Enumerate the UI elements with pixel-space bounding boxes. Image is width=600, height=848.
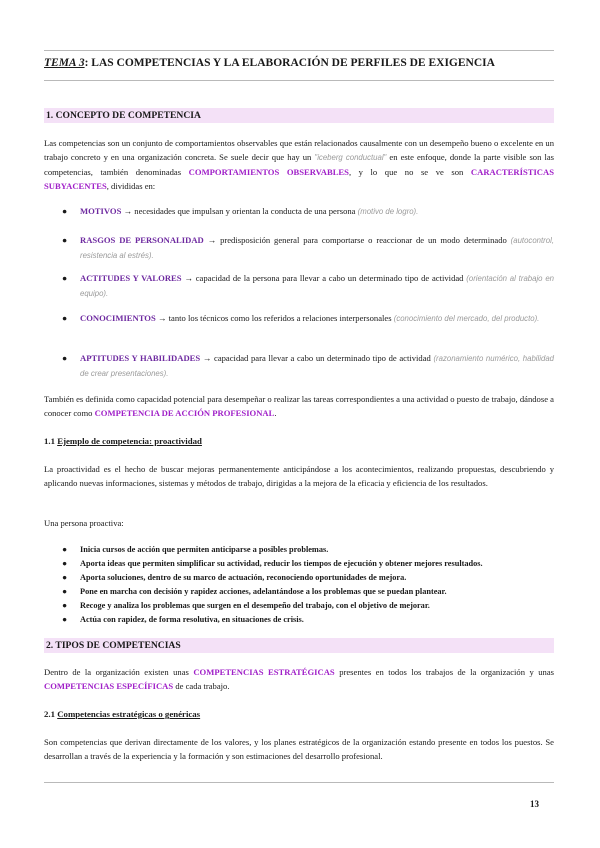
tipos-text-1: Dentro de la organización existen unas [44, 667, 194, 677]
bullet-desc: → capacidad de la persona para llevar a cabo un determinado tipo de actividad [181, 273, 467, 283]
bullet-desc: → tanto los técnicos como los referidos a relaciones interpersonales [155, 313, 394, 323]
page-title [44, 57, 495, 69]
proactividad-paragraph: La proactividad es el hecho de buscar mejoras permanentemente anticipándose a los acontecimientos, realizando propuestas, descubriendo y aplicando nuevas informaciones, sistemas y métodos de trabajo, dirigidas a la mejora de la eficacia y eficiencia de los resultados. [44, 464, 554, 488]
intro-text-4: , divididas en: [106, 181, 156, 191]
list-text: Recoge y analiza los problemas que surgen en el desempeño del trabajo, con el objetivo de mejorar. [80, 601, 430, 610]
list-dot: ● [62, 545, 68, 554]
bullet-desc: → predisposición general para comportarse o reaccionar de un modo determinado [203, 235, 511, 245]
title-rule [44, 80, 554, 81]
bullet-example: (orientación al trabajo en equipo). [80, 274, 554, 298]
bullet-desc: → necesidades que impulsan y orientan la conducta de una persona [121, 206, 358, 216]
bullet-dot: ● [62, 353, 68, 363]
list-dot: ● [62, 587, 68, 596]
list-text: Aporta soluciones, dentro de su marco de actuación, reconociendo oportunidades de mejora. [80, 573, 407, 582]
bullet-term: ACTITUDES Y VALORES [80, 273, 182, 283]
bullet-term: APTITUDES Y HABILIDADES [80, 353, 201, 363]
list-dot: ● [62, 615, 68, 624]
list-dot: ● [62, 573, 68, 582]
bullet-example: (conocimiento del mercado, del producto). [393, 314, 540, 323]
bullet-desc: → capacidad para llevar a cabo un determinado tipo de actividad [200, 353, 434, 363]
bullet-term: MOTIVOS [80, 206, 122, 216]
subsection-label: Competencias estratégicas o genéricas [57, 709, 201, 719]
persona-proactiva-label: Una persona proactiva: [44, 518, 124, 528]
list-text: Inicia cursos de acción que permiten anticiparse a posibles problemas. [80, 545, 329, 554]
intro-paragraph [44, 136, 554, 193]
subsection-number: 1.1 [44, 436, 58, 446]
bullet-dot: ● [62, 206, 68, 216]
bullet-dot: ● [62, 273, 68, 283]
tipos-text-3: de cada trabajo. [173, 681, 230, 691]
list-text: Aporta ideas que permiten simplificar su actividad, reducir los tiempos de ejecución y obtener mejores resultados. [80, 559, 483, 568]
keyword-especificas: COMPETENCIAS ESPECÍFICAS [44, 681, 174, 691]
intro-text-1: Las competencias son un conjunto de comportamientos observables que están relacionados causalmente con un desempeño bueno o excelente en un trabajo concreto y en una organización concreta. Se suele decir que hay un [44, 138, 554, 162]
intro-text-3: , y lo que no se ve son [348, 167, 471, 177]
bullet-example: (autocontrol, resistencia al estrés). [80, 236, 554, 260]
tambien-text: También es definida como capacidad potencial para desempeñar o realizar las tareas correspondientes a una actividad o puesto de trabajo, dándose a conocer como [44, 394, 554, 418]
subsection-2-1 [44, 709, 200, 719]
subsection-1-1 [44, 436, 202, 446]
title-prefix: TEMA 3 [44, 57, 85, 69]
bullet-example: (razonamiento numérico, habilidad de crear presentaciones). [80, 354, 554, 378]
iceberg-term: "iceberg conductual" [314, 153, 387, 162]
estrategicas-paragraph: Son competencias que derivan directamente de los valores, y los planes estratégicos de la organización estando presente en todos los puestos. Se desarrollan a través de la experiencia y la formación y son estimaciones del desarrollo profesional. [44, 737, 554, 761]
bullet-example: (motivo de logro). [357, 207, 419, 216]
bullet-term: CONOCIMIENTOS [80, 313, 156, 323]
title-rest: : LAS COMPETENCIAS Y LA ELABORACIÓN DE PERFILES DE EXIGENCIA [84, 57, 495, 69]
list-text: Pone en marcha con decisión y rapidez acciones, adelantándose a los problemas que se puedan plantear. [80, 587, 447, 596]
footer-rule [44, 782, 554, 783]
tambien-paragraph [44, 392, 554, 420]
page-number: 13 [530, 799, 539, 809]
list-dot: ● [62, 601, 68, 610]
bullet-dot: ● [62, 313, 68, 323]
keyword-estrategicas: COMPETENCIAS ESTRATÉGICAS [193, 667, 335, 677]
bullet-term: RASGOS DE PERSONALIDAD [80, 235, 204, 245]
subsection-number: 2.1 [44, 709, 58, 719]
tipos-paragraph [44, 665, 554, 693]
keyword-accion-profesional: COMPETENCIA DE ACCIÓN PROFESIONAL [94, 408, 275, 418]
list-text: Actúa con rapidez, de forma resolutiva, en situaciones de crisis. [80, 615, 304, 624]
tipos-text-2: presentes en todos los trabajos de la organización y unas [334, 667, 554, 677]
subsection-label: Ejemplo de competencia: proactividad [57, 436, 202, 446]
intro-text-2: en este enfoque, donde la parte visible son las competencias, también denominadas [44, 152, 554, 177]
tambien-end: . [274, 408, 277, 418]
list-dot: ● [62, 559, 68, 568]
keyword-comportamientos: COMPORTAMIENTOS OBSERVABLES [188, 167, 349, 177]
bullet-dot: ● [62, 235, 68, 245]
section2-heading: 2. TIPOS DE COMPETENCIAS [46, 640, 181, 651]
section1-heading: 1. CONCEPTO DE COMPETENCIA [46, 110, 201, 121]
top-rule [44, 50, 554, 51]
keyword-caracteristicas: CARACTERÍSTICAS SUBYACENTES [44, 167, 554, 191]
